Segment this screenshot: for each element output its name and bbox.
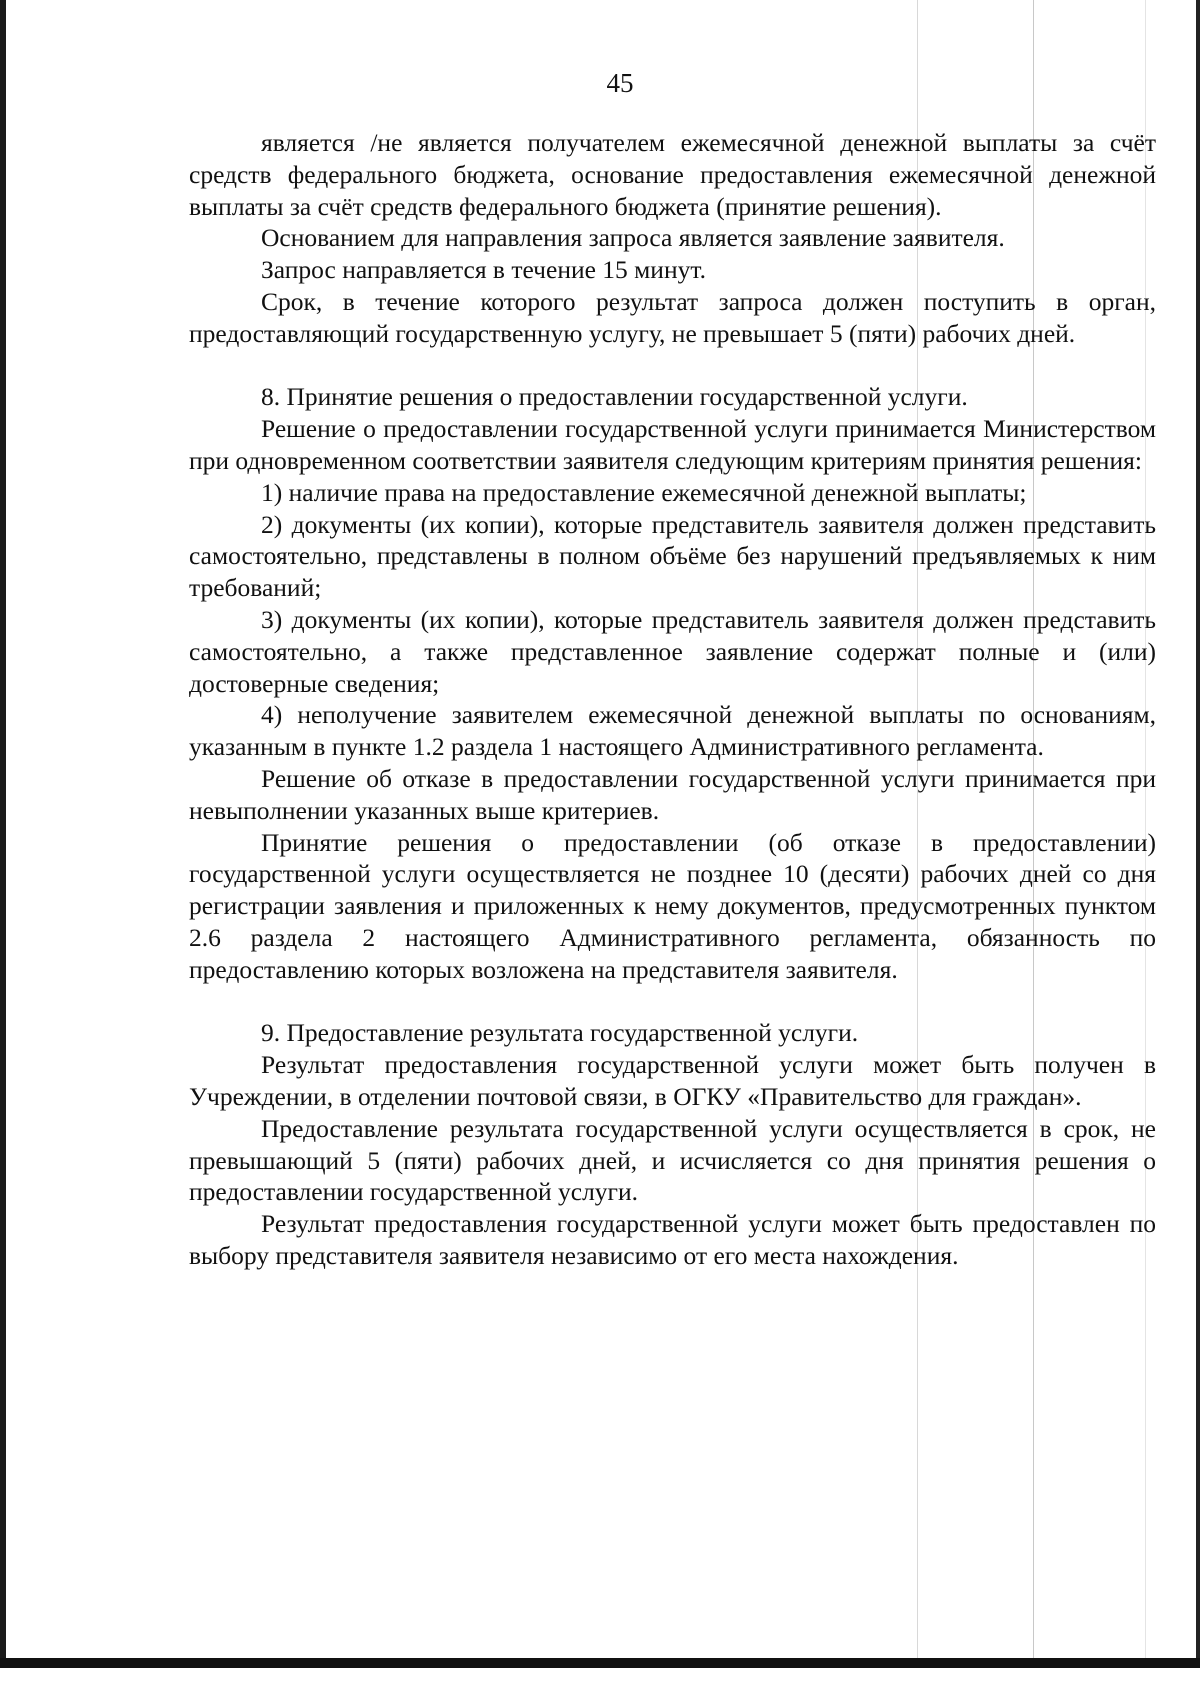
paragraph: Результат предоставления государственной услуги может быть предоставлен по выбору представителя заявителя независимо от его места нахождения. bbox=[189, 1209, 1156, 1270]
scan-bottom-border bbox=[0, 1658, 1200, 1668]
paragraph: Принятие решения о предоставлении (об отказе в предоставлении) государственной услуги осуществляется не позднее 10 (десяти) рабочих дней со дня регистрации заявления и приложенных к нему документов, предусмотренных пунктом 2.6 раздела 2 настоящего Административного регламента, обязанность по предоставлению которых возложена на представителя заявителя. bbox=[189, 827, 1156, 984]
paragraph: Срок, в течение которого результат запроса должен поступить в орган, предоставляющий государственную услугу, не превышает 5 (пяти) рабочих дней. bbox=[189, 286, 1156, 348]
section-heading: 9. Предоставление результата государственной услуги. bbox=[261, 1018, 859, 1048]
scan-left-edge bbox=[0, 0, 6, 1668]
page-number: 45 bbox=[606, 68, 634, 98]
list-item: 3) документы (их копии), которые представитель заявителя должен представить самостоятельно, а также представленное заявление содержат полные и (или) достоверные сведения; bbox=[189, 604, 1156, 698]
paragraph: Решение о предоставлении государственной услуги принимается Министерством при одновременном соответствии заявителя следующим критериям принятия решения: bbox=[189, 414, 1156, 475]
paragraph-gap bbox=[189, 986, 1156, 1018]
section-heading: 8. Принятие решения о предоставлении государственной услуги. bbox=[261, 382, 968, 412]
paragraph: Результат предоставления государственной услуги может быть получен в Учреждении, в отделении почтовой связи, в ОГКУ «Правительство для граждан». bbox=[189, 1050, 1156, 1111]
paragraph: Решение об отказе в предоставлении государственной услуги принимается при невыполнении указанных выше критериев. bbox=[189, 763, 1156, 825]
list-item: 1) наличие права на предоставление ежемесячной денежной выплаты; bbox=[261, 477, 1027, 507]
list-item: 2) документы (их копии), которые представитель заявителя должен представить самостоятельно, представлены в полном объёме без нарушений предъявляемых к ним требований; bbox=[189, 509, 1156, 603]
paragraph: Запрос направляется в течение 15 минут. bbox=[261, 255, 706, 285]
list-item: 4) неполучение заявителем ежемесячной денежной выплаты по основаниям, указанным в пункте 1.2 раздела 1 настоящего Административного регламента. bbox=[189, 700, 1156, 762]
paragraph: Предоставление результата государственной услуги осуществляется в срок, не превышающий 5 (пяти) рабочих дней, и исчисляется со дня принятия решения о предоставлении государственной услуги. bbox=[189, 1113, 1156, 1207]
document-body bbox=[189, 127, 1156, 1272]
paragraph-gap bbox=[189, 350, 1156, 382]
scan-right-edge bbox=[1196, 0, 1200, 1668]
paragraph: Основанием для направления запроса является заявление заявителя. bbox=[261, 223, 1005, 253]
paragraph: является /не является получателем ежемесячной денежной выплаты за счёт средств федерального бюджета, основание предоставления ежемесячной денежной выплаты за счёт средств федерального бюджета (принятие решения). bbox=[189, 128, 1156, 221]
